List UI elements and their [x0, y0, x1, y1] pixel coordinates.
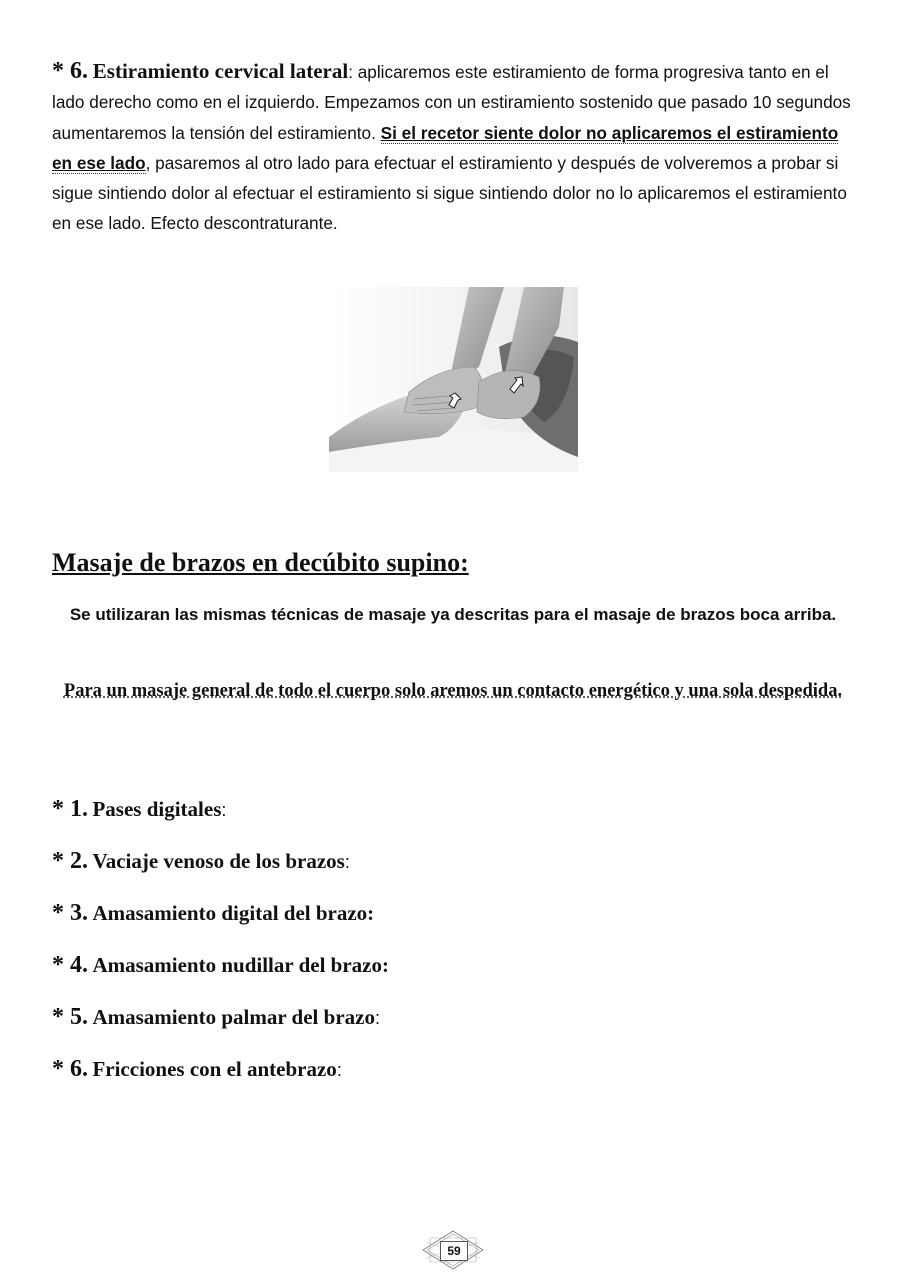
paragraph-text-b: , pasaremos al otro lado para efectuar el estiramiento y después de volveremos a probar si sigue sintiendo dolor al efectuar el estiramiento si sigue sintiendo dolor no lo aplicaremos el estiramiento en ese lado. Efecto descontraturante.	[52, 152, 847, 234]
item-title: Pases digitales	[92, 797, 222, 821]
item-colon: :	[344, 852, 350, 872]
item-title: Fricciones con el antebrazo	[92, 1057, 337, 1081]
item-title: Vaciaje venoso de los brazos	[92, 849, 345, 873]
list-item	[52, 790, 852, 842]
item-number: * 4.	[52, 952, 88, 978]
technique-note: Se utilizaran las mismas técnicas de masaje ya descritas para el masaje de brazos boca arriba.	[69, 605, 837, 624]
section-heading: Masaje de brazos en decúbito supino:	[52, 548, 469, 577]
item-title: Amasamiento nudillar del brazo:	[92, 953, 389, 977]
page-number-badge	[422, 1230, 484, 1270]
list-item	[52, 998, 852, 1050]
item-number: * 2.	[52, 848, 88, 874]
paragraph-text-a: aplicaremos este estiramiento de forma progresiva tanto en el lado derecho como en el izquierdo. Empezamos con un estiramiento sostenido que pasado 10 segundos aumentaremos la tensión del estiramiento.	[52, 62, 851, 143]
item-title: Amasamiento palmar del brazo	[92, 1005, 375, 1029]
massage-photo	[329, 287, 578, 472]
item-colon: :	[374, 1008, 380, 1028]
item-colon: :	[336, 1060, 342, 1080]
item-title: Estiramiento cervical lateral	[92, 59, 349, 83]
list-item	[52, 842, 852, 894]
item-title: Amasamiento digital del brazo:	[92, 901, 375, 925]
item-colon: :	[348, 62, 353, 82]
general-massage-note: Para un masaje general de todo el cuerpo solo aremos un contacto energético y una sola despedida.	[63, 681, 843, 701]
item-number: * 3.	[52, 900, 88, 926]
item-number: * 6.	[52, 58, 88, 84]
technique-list	[52, 790, 852, 1102]
item-number: * 6.	[52, 1056, 88, 1082]
list-item	[52, 1050, 852, 1102]
list-item	[52, 894, 852, 946]
page-number: 59	[440, 1241, 468, 1261]
list-item	[52, 946, 852, 998]
item-number: * 5.	[52, 1004, 88, 1030]
warning-emphasis: Si el recetor siente dolor no aplicaremos el estiramiento en ese lado	[52, 122, 839, 173]
item-number: * 1.	[52, 796, 88, 822]
cervical-stretch-illustration	[329, 287, 578, 472]
item-colon: :	[221, 800, 227, 820]
cervical-stretch-paragraph	[52, 56, 852, 239]
